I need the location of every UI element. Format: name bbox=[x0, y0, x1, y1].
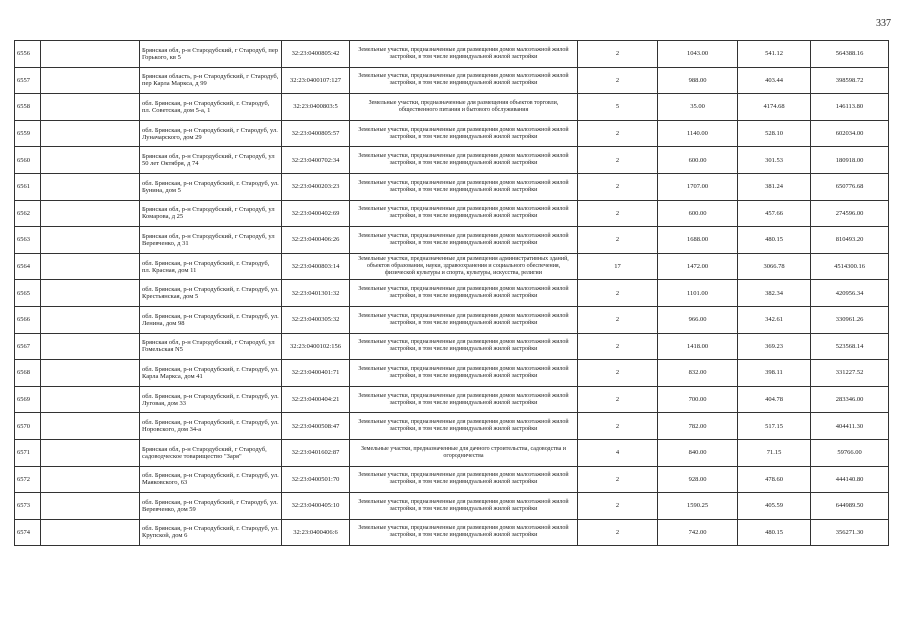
specific-value-cell: 404.78 bbox=[738, 386, 811, 413]
group-number-cell: 2 bbox=[578, 519, 658, 546]
address-cell: обл. Брянская, р-н Стародубский, г. Стародуб, пл. Красная, дом 11 bbox=[140, 253, 282, 280]
table-row bbox=[15, 413, 889, 440]
address-cell: обл. Брянская, р-н Стародубский, г. Стародуб, ул. Луговая, дом 33 bbox=[140, 386, 282, 413]
area-cell: 35.00 bbox=[658, 94, 738, 121]
table-row bbox=[15, 253, 889, 280]
cadastral-value-cell: 4514300.16 bbox=[811, 253, 889, 280]
specific-value-cell: 480.15 bbox=[738, 227, 811, 254]
cadastral-value-cell: 356271.30 bbox=[811, 519, 889, 546]
group-number-cell: 5 bbox=[578, 94, 658, 121]
row-number: 6561 bbox=[15, 173, 41, 200]
group-number-cell: 17 bbox=[578, 253, 658, 280]
registry-body bbox=[15, 41, 889, 546]
area-cell: 928.00 bbox=[658, 466, 738, 493]
cadastral-value-cell: 180918.00 bbox=[811, 147, 889, 174]
address-cell: Брянская обл, р-н Стародубский, г Стародуб, пер Горького, кв 5 bbox=[140, 41, 282, 68]
cadastral-value-cell: 420956.34 bbox=[811, 280, 889, 307]
cadastral-number-cell: 32:23:0400402:69 bbox=[282, 200, 350, 227]
specific-value-cell: 478.60 bbox=[738, 466, 811, 493]
table-row bbox=[15, 200, 889, 227]
cadastral-number-cell: 32:23:0400305:32 bbox=[282, 306, 350, 333]
area-cell: 1472.00 bbox=[658, 253, 738, 280]
area-cell: 782.00 bbox=[658, 413, 738, 440]
address-cell: обл. Брянская, р-н Стародубский, г Стародуб, ул. Веревченко, дом 59 bbox=[140, 493, 282, 520]
empty-cell bbox=[41, 466, 140, 493]
cadastral-value-cell: 444140.80 bbox=[811, 466, 889, 493]
group-number-cell: 2 bbox=[578, 227, 658, 254]
area-cell: 1418.00 bbox=[658, 333, 738, 360]
specific-value-cell: 381.24 bbox=[738, 173, 811, 200]
empty-cell bbox=[41, 306, 140, 333]
cadastral-value-cell: 404411.30 bbox=[811, 413, 889, 440]
specific-value-cell: 301.53 bbox=[738, 147, 811, 174]
address-cell: Брянская обл, р-н Стародубский, г Стародуб, ул Веревченко, д 31 bbox=[140, 227, 282, 254]
address-cell: обл. Брянская, р-н Стародубский, г. Стародуб, ул. Бунина, дом 5 bbox=[140, 173, 282, 200]
empty-cell bbox=[41, 439, 140, 466]
address-cell: обл. Брянская, р-н Стародубский, г. Стародуб, ул. Крупской, дом 6 bbox=[140, 519, 282, 546]
cadastral-number-cell: 32:23:0400702:34 bbox=[282, 147, 350, 174]
specific-value-cell: 382.34 bbox=[738, 280, 811, 307]
empty-cell bbox=[41, 147, 140, 174]
empty-cell bbox=[41, 333, 140, 360]
address-cell: Брянская обл, р-н Стародубский, г Стародуб, ул Комарова, д 25 bbox=[140, 200, 282, 227]
group-number-cell: 4 bbox=[578, 439, 658, 466]
specific-value-cell: 517.15 bbox=[738, 413, 811, 440]
row-number: 6568 bbox=[15, 360, 41, 387]
row-number: 6566 bbox=[15, 306, 41, 333]
cadastral-value-cell: 59766.00 bbox=[811, 439, 889, 466]
area-cell: 600.00 bbox=[658, 200, 738, 227]
row-number: 6558 bbox=[15, 94, 41, 121]
area-cell: 1688.00 bbox=[658, 227, 738, 254]
land-use-cell: Земельные участки, предназначенные для размещения домов малоэтажной жилой застройки, в том числе индивидуальной жилой застройки bbox=[350, 466, 578, 493]
area-cell: 832.00 bbox=[658, 360, 738, 387]
table-row bbox=[15, 147, 889, 174]
cadastral-number-cell: 32:23:0400805:42 bbox=[282, 41, 350, 68]
area-cell: 1707.00 bbox=[658, 173, 738, 200]
empty-cell bbox=[41, 41, 140, 68]
area-cell: 742.00 bbox=[658, 519, 738, 546]
specific-value-cell: 403.44 bbox=[738, 67, 811, 94]
row-number: 6569 bbox=[15, 386, 41, 413]
land-use-cell: Земельные участки, предназначенные для размещения административных зданий, объектов образования, науки, здравоохранения и социального обеспечения, физической культуры и спорта, культуры, искусства, религии bbox=[350, 253, 578, 280]
group-number-cell: 2 bbox=[578, 360, 658, 387]
specific-value-cell: 71.15 bbox=[738, 439, 811, 466]
table-row bbox=[15, 227, 889, 254]
address-cell: обл. Брянская, р-н Стародубский, г. Стародуб, ул. Норовского, дом 34-а bbox=[140, 413, 282, 440]
cadastral-value-cell: 146113.80 bbox=[811, 94, 889, 121]
group-number-cell: 2 bbox=[578, 67, 658, 94]
row-number: 6571 bbox=[15, 439, 41, 466]
empty-cell bbox=[41, 120, 140, 147]
table-row bbox=[15, 306, 889, 333]
empty-cell bbox=[41, 413, 140, 440]
land-use-cell: Земельные участки, предназначенные для размещения объектов торговли, общественного питания и бытового обслуживания bbox=[350, 94, 578, 121]
land-use-cell: Земельные участки, предназначенные для размещения домов малоэтажной жилой застройки, в том числе индивидуальной жилой застройки bbox=[350, 280, 578, 307]
address-cell: обл. Брянская, р-н Стародубский, г Стародуб, ул. Луначарского, дом 29 bbox=[140, 120, 282, 147]
row-number: 6574 bbox=[15, 519, 41, 546]
group-number-cell: 2 bbox=[578, 200, 658, 227]
land-use-cell: Земельные участки, предназначенные для размещения домов малоэтажной жилой застройки, в том числе индивидуальной жилой застройки bbox=[350, 200, 578, 227]
row-number: 6565 bbox=[15, 280, 41, 307]
group-number-cell: 2 bbox=[578, 493, 658, 520]
row-number: 6559 bbox=[15, 120, 41, 147]
specific-value-cell: 369.23 bbox=[738, 333, 811, 360]
empty-cell bbox=[41, 200, 140, 227]
group-number-cell: 2 bbox=[578, 333, 658, 360]
cadastral-number-cell: 32:23:0400508:47 bbox=[282, 413, 350, 440]
row-number: 6572 bbox=[15, 466, 41, 493]
group-number-cell: 2 bbox=[578, 41, 658, 68]
cadastral-number-cell: 32:23:0400406:26 bbox=[282, 227, 350, 254]
cadastral-number-cell: 32:23:0401301:32 bbox=[282, 280, 350, 307]
table-row bbox=[15, 333, 889, 360]
land-use-cell: Земельные участки, предназначенные для размещения домов малоэтажной жилой застройки, в том числе индивидуальной жилой застройки bbox=[350, 519, 578, 546]
cadastral-number-cell: 32:23:0400401:71 bbox=[282, 360, 350, 387]
empty-cell bbox=[41, 519, 140, 546]
specific-value-cell: 398.11 bbox=[738, 360, 811, 387]
address-cell: Брянская обл, р-н Стародубский, г Стародуб, садоводческое товарищество "Заря" bbox=[140, 439, 282, 466]
area-cell: 1140.00 bbox=[658, 120, 738, 147]
address-cell: обл. Брянская, р-н Стародубский, г. Стародуб, ул. Маяковского, 63 bbox=[140, 466, 282, 493]
empty-cell bbox=[41, 253, 140, 280]
cadastral-value-cell: 523568.14 bbox=[811, 333, 889, 360]
cadastral-number-cell: 32:23:0400406:6 bbox=[282, 519, 350, 546]
table-row bbox=[15, 519, 889, 546]
area-cell: 1101.00 bbox=[658, 280, 738, 307]
cadastral-value-cell: 564388.16 bbox=[811, 41, 889, 68]
table-row bbox=[15, 466, 889, 493]
area-cell: 988.00 bbox=[658, 67, 738, 94]
cadastral-value-cell: 602034.00 bbox=[811, 120, 889, 147]
address-cell: обл. Брянская, р-н Стародубский, г. Стародуб, ул. Карла Маркса, дом 41 bbox=[140, 360, 282, 387]
table-row bbox=[15, 280, 889, 307]
table-row bbox=[15, 386, 889, 413]
specific-value-cell: 528.10 bbox=[738, 120, 811, 147]
address-cell: Брянская обл, р-н Стародубский, г Стародуб, ул Гомельская N5 bbox=[140, 333, 282, 360]
cadastral-value-cell: 330961.26 bbox=[811, 306, 889, 333]
specific-value-cell: 405.59 bbox=[738, 493, 811, 520]
land-use-cell: Земельные участки, предназначенные для дачного строительства, садоводства и огородничества bbox=[350, 439, 578, 466]
area-cell: 840.00 bbox=[658, 439, 738, 466]
row-number: 6563 bbox=[15, 227, 41, 254]
specific-value-cell: 342.61 bbox=[738, 306, 811, 333]
group-number-cell: 2 bbox=[578, 147, 658, 174]
land-use-cell: Земельные участки, предназначенные для размещения домов малоэтажной жилой застройки, в том числе индивидуальной жилой застройки bbox=[350, 360, 578, 387]
cadastral-number-cell: 32:23:0400102:156 bbox=[282, 333, 350, 360]
group-number-cell: 2 bbox=[578, 280, 658, 307]
row-number: 6557 bbox=[15, 67, 41, 94]
cadastral-number-cell: 32:23:0400107:127 bbox=[282, 67, 350, 94]
table-row bbox=[15, 360, 889, 387]
area-cell: 1043.00 bbox=[658, 41, 738, 68]
cadastral-number-cell: 32:23:0400203:23 bbox=[282, 173, 350, 200]
row-number: 6564 bbox=[15, 253, 41, 280]
cadastral-value-cell: 644989.50 bbox=[811, 493, 889, 520]
empty-cell bbox=[41, 386, 140, 413]
group-number-cell: 2 bbox=[578, 386, 658, 413]
land-use-cell: Земельные участки, предназначенные для размещения домов малоэтажной жилой застройки, в том числе индивидуальной жилой застройки bbox=[350, 227, 578, 254]
cadastral-value-cell: 650776.68 bbox=[811, 173, 889, 200]
land-use-cell: Земельные участки, предназначенные для размещения домов малоэтажной жилой застройки, в том числе индивидуальной жилой застройки bbox=[350, 120, 578, 147]
land-use-cell: Земельные участки, предназначенные для размещения домов малоэтажной жилой застройки, в том числе индивидуальной жилой застройки bbox=[350, 413, 578, 440]
empty-cell bbox=[41, 360, 140, 387]
specific-value-cell: 3066.78 bbox=[738, 253, 811, 280]
table-row bbox=[15, 94, 889, 121]
land-use-cell: Земельные участки, предназначенные для размещения домов малоэтажной жилой застройки, в том числе индивидуальной жилой застройки bbox=[350, 147, 578, 174]
address-cell: обл. Брянская, р-н Стародубский, г. Стародуб, ул. Ленина, дом 98 bbox=[140, 306, 282, 333]
cadastral-value-cell: 398598.72 bbox=[811, 67, 889, 94]
area-cell: 966.00 bbox=[658, 306, 738, 333]
table-row bbox=[15, 493, 889, 520]
cadastral-number-cell: 32:23:0401602:87 bbox=[282, 439, 350, 466]
empty-cell bbox=[41, 227, 140, 254]
specific-value-cell: 4174.68 bbox=[738, 94, 811, 121]
registry-table bbox=[14, 40, 889, 546]
group-number-cell: 2 bbox=[578, 173, 658, 200]
land-use-cell: Земельные участки, предназначенные для размещения домов малоэтажной жилой застройки, в том числе индивидуальной жилой застройки bbox=[350, 386, 578, 413]
row-number: 6567 bbox=[15, 333, 41, 360]
land-use-cell: Земельные участки, предназначенные для размещения домов малоэтажной жилой застройки, в том числе индивидуальной жилой застройки bbox=[350, 493, 578, 520]
cadastral-number-cell: 32:23:0400501:70 bbox=[282, 466, 350, 493]
cadastral-number-cell: 32:23:0400805:57 bbox=[282, 120, 350, 147]
group-number-cell: 2 bbox=[578, 413, 658, 440]
row-number: 6573 bbox=[15, 493, 41, 520]
cadastral-value-cell: 274596.00 bbox=[811, 200, 889, 227]
land-use-cell: Земельные участки, предназначенные для размещения домов малоэтажной жилой застройки, в том числе индивидуальной жилой застройки bbox=[350, 333, 578, 360]
group-number-cell: 2 bbox=[578, 306, 658, 333]
group-number-cell: 2 bbox=[578, 466, 658, 493]
table-row bbox=[15, 439, 889, 466]
specific-value-cell: 457.66 bbox=[738, 200, 811, 227]
cadastral-number-cell: 32:23:0400404:21 bbox=[282, 386, 350, 413]
address-cell: обл. Брянская, р-н Стародубский, г. Стародуб, ул. Крестьянская, дом 5 bbox=[140, 280, 282, 307]
empty-cell bbox=[41, 94, 140, 121]
row-number: 6560 bbox=[15, 147, 41, 174]
cadastral-number-cell: 32:23:0400803:14 bbox=[282, 253, 350, 280]
row-number: 6556 bbox=[15, 41, 41, 68]
specific-value-cell: 480.15 bbox=[738, 519, 811, 546]
cadastral-number-cell: 32:23:0400405:10 bbox=[282, 493, 350, 520]
land-use-cell: Земельные участки, предназначенные для размещения домов малоэтажной жилой застройки, в том числе индивидуальной жилой застройки bbox=[350, 41, 578, 68]
cadastral-value-cell: 283346.00 bbox=[811, 386, 889, 413]
area-cell: 1590.25 bbox=[658, 493, 738, 520]
address-cell: обл. Брянская, р-н Стародубский, г. Стародуб, пл. Советская, дом 5-а, 1 bbox=[140, 94, 282, 121]
specific-value-cell: 541.12 bbox=[738, 41, 811, 68]
address-cell: Брянская обл, р-н Стародубский, г Стародуб, ул 50 лет Октября, д 74 bbox=[140, 147, 282, 174]
table-row bbox=[15, 67, 889, 94]
row-number: 6570 bbox=[15, 413, 41, 440]
empty-cell bbox=[41, 67, 140, 94]
land-use-cell: Земельные участки, предназначенные для размещения домов малоэтажной жилой застройки, в том числе индивидуальной жилой застройки bbox=[350, 306, 578, 333]
cadastral-value-cell: 331227.52 bbox=[811, 360, 889, 387]
area-cell: 600.00 bbox=[658, 147, 738, 174]
land-use-cell: Земельные участки, предназначенные для размещения домов малоэтажной жилой застройки, в том числе индивидуальной жилой застройки bbox=[350, 173, 578, 200]
empty-cell bbox=[41, 493, 140, 520]
row-number: 6562 bbox=[15, 200, 41, 227]
address-cell: Брянская область, р-н Стародубский, г Стародуб, пер Карла Маркса, д 99 bbox=[140, 67, 282, 94]
group-number-cell: 2 bbox=[578, 120, 658, 147]
table-row bbox=[15, 41, 889, 68]
empty-cell bbox=[41, 280, 140, 307]
empty-cell bbox=[41, 173, 140, 200]
cadastral-value-cell: 810493.20 bbox=[811, 227, 889, 254]
table-row bbox=[15, 173, 889, 200]
land-use-cell: Земельные участки, предназначенные для размещения домов малоэтажной жилой застройки, в том числе индивидуальной жилой застройки bbox=[350, 67, 578, 94]
cadastral-number-cell: 32:23:0400803:5 bbox=[282, 94, 350, 121]
area-cell: 700.00 bbox=[658, 386, 738, 413]
table-row bbox=[15, 120, 889, 147]
page-number: 337 bbox=[876, 18, 891, 29]
